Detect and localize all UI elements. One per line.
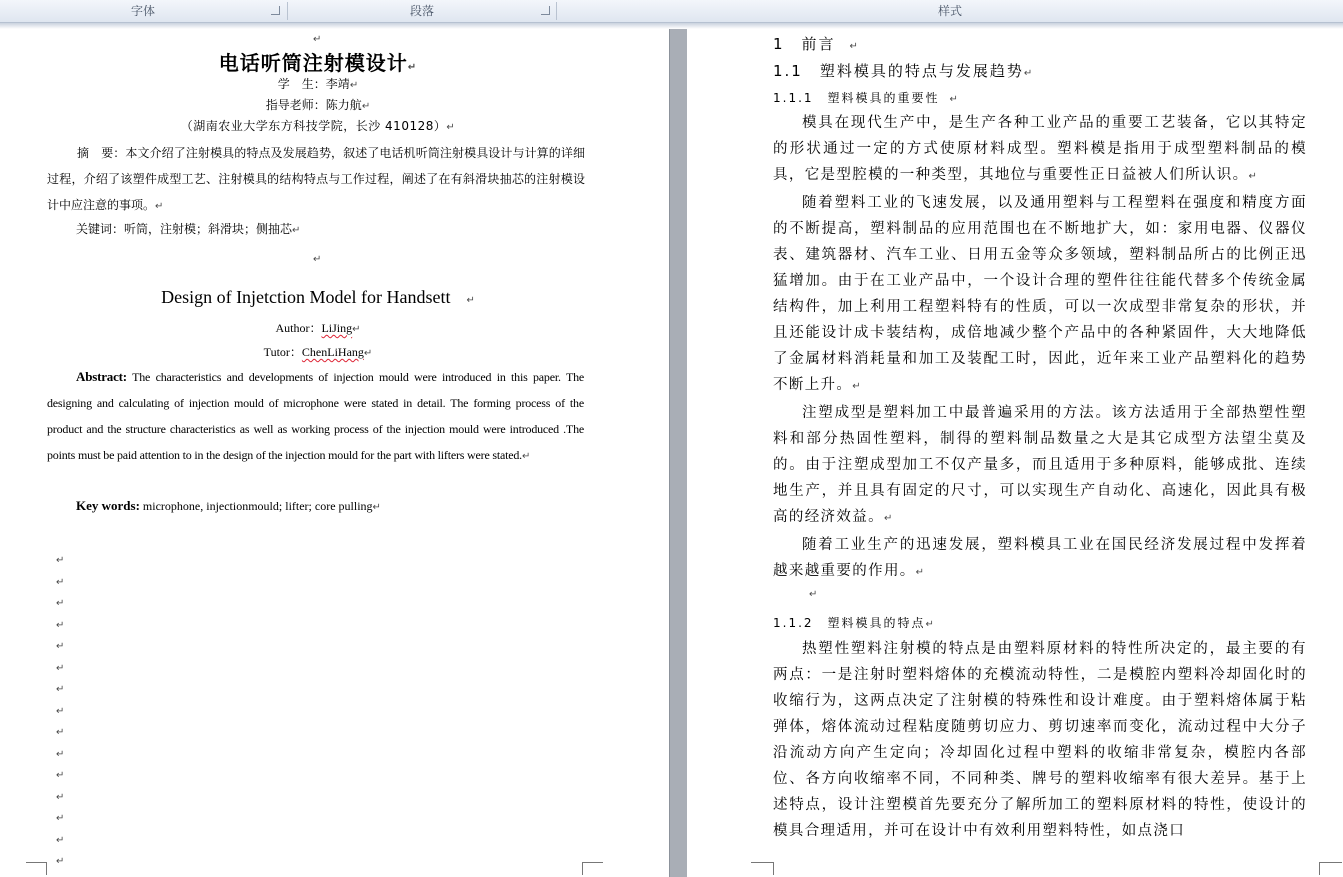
abstract-cn-text: 本文介绍了注射模具的特点及发展趋势，叙述了电话机听筒注射模具设计与计算的详细过程，介绍了该塑件成型工艺、注射模具的结构特点与工作过程，阐述了在有斜滑块抽芯的注射模设计中应注意的事项。: [47, 146, 585, 212]
empty-paragraph-mark: ↵: [56, 791, 65, 803]
keywords-cn: 关键词：听筒，注射模；斜滑块；侧抽芯↵: [76, 222, 301, 236]
empty-paragraph-mark: ↵: [56, 834, 65, 846]
document-page-right[interactable]: [687, 29, 1343, 877]
body-paragraph: 注塑成型是塑料加工中最普遍采用的方法。该方法适用于全部热塑性塑料和部分热固性塑料，制得的塑料制品数量之大是其它成型方法望尘莫及的。由于注塑成型加工不仅产量多，而且适用于多种原料，能够成批、连续地生产，并且具有固定的尺寸，可以实现生产自动化、高速化，因此具有极高的经济效益。↵: [773, 405, 1307, 525]
tutor-line: 指导老师：陈力航↵: [265, 98, 371, 112]
heading-1-1-1: 1.1.1 塑料模具的重要性 ↵: [773, 91, 960, 105]
empty-paragraph-mark: ↵: [56, 619, 65, 631]
empty-paragraph-mark: ↵: [56, 684, 65, 695]
paragraph-mark: ↵: [809, 589, 818, 600]
empty-paragraph-marks: [56, 550, 76, 873]
empty-paragraph-mark: ↵: [56, 770, 65, 781]
body-paragraph: 热塑性塑料注射模的特点是由塑料原材料的特性所决定的，最主要的有两点：一是注射时塑料熔体的充模流动特性，二是模腔内塑料冷却固化时的收缩行为，这两点决定了注射模的特殊性和设计难度。由于塑料熔体属于粘弹体，熔体流动过程粘度随剪切应力、剪切速率而变化，流动过程中大分子沿流动方向产生定向；冷却固化过程中塑料的收缩非常复杂，模腔内各部位、各方向收缩率不同，不同种类、牌号的塑料收缩率有很大差异。基于上述特点，设计注塑模首先要充分了解所加工的塑料原材料的特性，使设计的模具合理适用，并可在设计中有效利用塑料特性，如点浇口: [773, 641, 1307, 839]
paper-title-en: Design of Injetction Model for Handsett ↵: [161, 287, 475, 307]
ribbon-group-paragraph: [288, 0, 556, 22]
empty-paragraph-mark: ↵: [56, 705, 65, 717]
empty-paragraph-mark: ↵: [56, 576, 65, 588]
body-paragraph: 随着塑料工业的飞速发展，以及通用塑料与工程塑料在强度和精度方面的不断提高，塑料制品的应用范围也在不断地扩大，如：家用电器、仪器仪表、建筑器材、汽车工业、日用五金等众多领域，塑料制品所占的比例正迅猛增加。由于在工业产品中，一个设计合理的塑件往往能代替多个传统金属结构件，加上利用工程塑料特有的性质，可以一次成型非常复杂的形状，并且还能设计成卡装结构，成倍地减少整个产品中的各种紧固件，大大地降低了金属材料消耗量和加工及装配工时，因此，近年来工业产品塑料化的趋势不断上升。↵: [773, 195, 1307, 393]
heading-1-1: 1.1 塑料模具的特点与发展趋势↵: [773, 62, 1035, 80]
paragraph-dialog-launcher-icon[interactable]: [541, 6, 550, 15]
page-gap: [669, 29, 688, 877]
author-line: Author：LiJing↵: [275, 321, 361, 335]
crop-mark: [582, 862, 603, 875]
paragraph-mark: ↵: [313, 254, 322, 265]
student-line: 学 生：李靖↵: [277, 77, 359, 91]
abstract-cn: 摘 要：本文介绍了注射模具的特点及发展趋势，叙述了电话机听筒注射模具设计与计算的详细过程，介绍了该塑件成型工艺、注射模具的结构特点与工作过程，阐述了在有斜滑块抽芯的注射模设计中应注意的事项。↵: [47, 146, 585, 212]
abstract-en: Abstract: The characteristics and developments of injection mould were introduced in this paper. The designing and calculating of injection mould of microphone were stated in detail. The forming process of the product and the structure characteristics as well as working process of the injection mould were introduced .The points must be paid attention to in the design of the injection mould for the part with lifters were stated.↵: [47, 369, 585, 462]
ribbon-group-font: [0, 0, 286, 22]
crop-mark: [751, 862, 774, 875]
empty-paragraph-mark: ↵: [56, 813, 65, 824]
abstract-en-text: The characteristics and developments of injection mould were introduced in this paper. The designing and calculating of injection mould of microphone were stated in detail. The forming process of the product and the structure characteristics as well as working process of the injection mould were introduced .The points must be paid attention to in the design of the injection mould for the part with lifters were stated.: [47, 370, 585, 462]
tutor-en-line: Tutor：ChenLiHang↵: [263, 345, 373, 359]
crop-mark: [26, 862, 47, 875]
paragraph-mark: ↵: [313, 34, 322, 45]
empty-paragraph-mark: ↵: [56, 641, 65, 652]
font-dialog-launcher-icon[interactable]: [271, 6, 280, 15]
section-body-2: [773, 636, 1307, 844]
ribbon-group-bar: [0, 0, 1343, 23]
document-page-left[interactable]: [0, 29, 669, 877]
empty-paragraph-mark: ↵: [56, 748, 65, 760]
crop-mark: [1319, 862, 1342, 875]
ribbon-group-paragraph-label: 段落: [409, 4, 434, 18]
section-body-1: [773, 110, 1307, 586]
ribbon-group-font-label: 字体: [130, 4, 155, 18]
empty-paragraph-mark: ↵: [56, 727, 65, 738]
keywords-en: Key words: microphone, injectionmould; lifter; core pulling↵: [76, 498, 381, 513]
body-paragraph: 模具在现代生产中，是生产各种工业产品的重要工艺装备，它以其特定的形状通过一定的方式使原材料成型。塑料模是指用于成型塑料制品的模具，它是型腔模的一种类型，其地位与重要性正日益被人们所认识。↵: [773, 115, 1307, 183]
ribbon-group-styles: [557, 0, 1343, 22]
paper-title-cn: 电话听筒注射模设计↵: [218, 51, 418, 75]
empty-paragraph-mark: ↵: [56, 555, 65, 566]
empty-paragraph-mark: ↵: [56, 662, 65, 674]
abstract-cn-label: 摘 要：: [77, 146, 126, 160]
empty-paragraph-mark: ↵: [56, 598, 65, 609]
affiliation-line: （湖南农业大学东方科技学院，长沙 410128）↵: [180, 119, 456, 133]
heading-1: 1 前言 ↵: [773, 35, 860, 53]
body-paragraph: 随着工业生产的迅速发展，塑料模具工业在国民经济发展过程中发挥着越来越重要的作用。↵: [773, 537, 1307, 579]
abstract-en-label: Abstract:: [76, 369, 127, 384]
empty-paragraph-mark: ↵: [56, 856, 65, 867]
ribbon-group-styles-label: 样式: [937, 4, 962, 18]
heading-1-1-2: 1.1.2 塑料模具的特点↵: [773, 616, 936, 630]
